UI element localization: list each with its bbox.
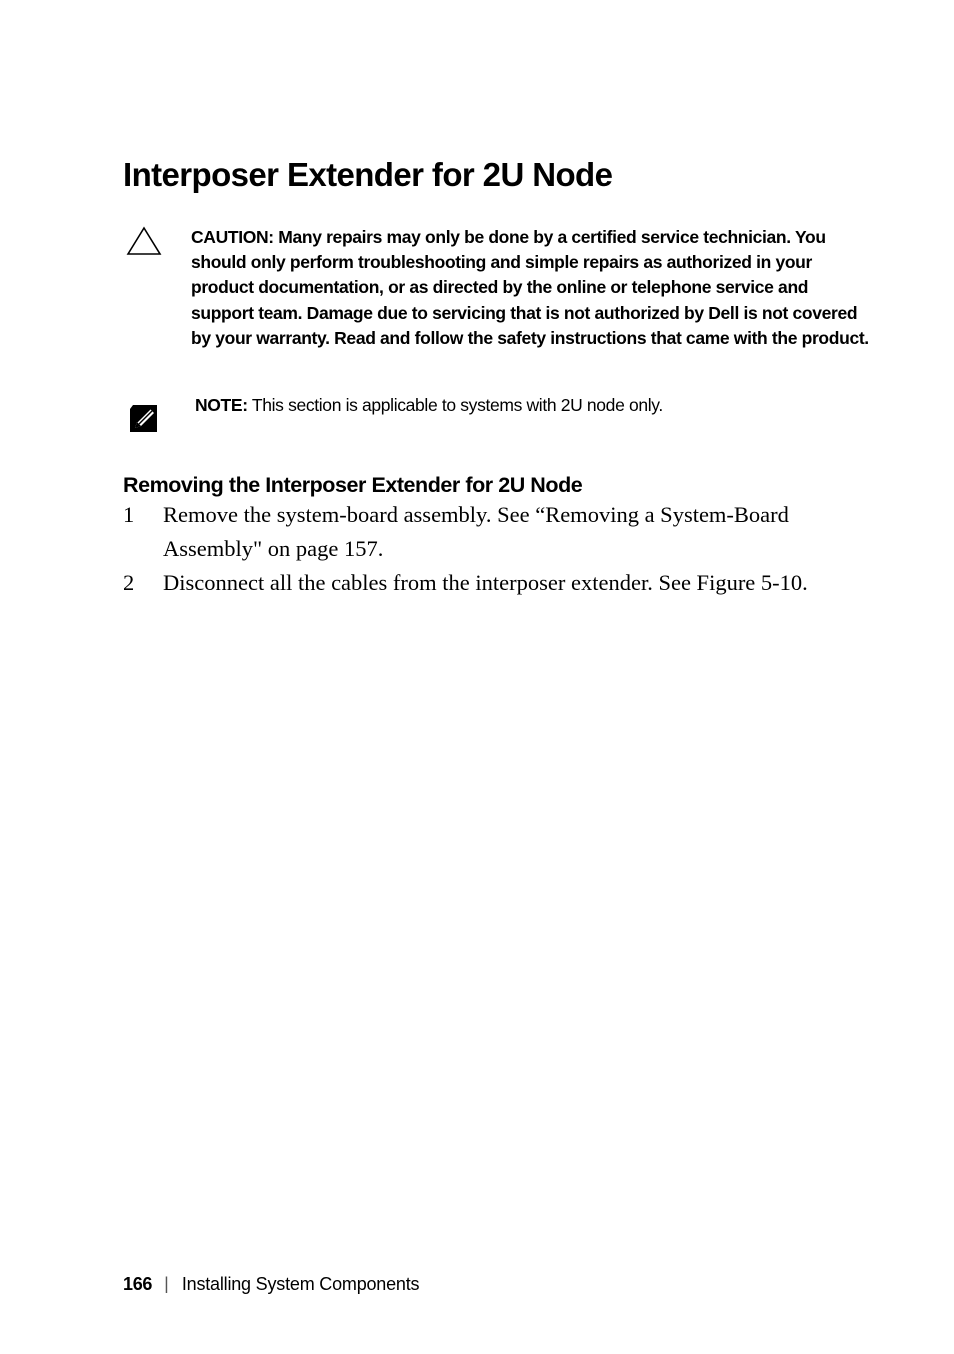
section-heading: Removing the Interposer Extender for 2U Node — [123, 473, 583, 497]
note-text: This section is applicable to systems with 2U node only. — [251, 395, 663, 415]
note-pencil-icon — [129, 403, 161, 434]
footer-chapter-title: Installing System Components — [181, 1274, 420, 1294]
step-text: Disconnect all the cables from the interposer extender. See Figure 5-10. — [163, 570, 808, 595]
caution-triangle-icon — [126, 226, 162, 256]
procedure-steps — [123, 498, 863, 600]
note — [195, 393, 663, 418]
step-number: 2 — [123, 570, 135, 595]
step-number: 1 — [123, 502, 135, 527]
page-footer — [123, 1271, 419, 1297]
page-number: 166 — [123, 1274, 153, 1294]
page-title: Interposer Extender for 2U Node — [123, 156, 613, 193]
step-item — [123, 498, 863, 566]
footer-separator: | — [164, 1274, 169, 1294]
note-label: NOTE: — [195, 395, 248, 415]
step-item — [123, 566, 863, 600]
step-text: Remove the system-board assembly. See “Removing a System-Board Assembly" on page 157. — [163, 502, 789, 561]
caution-text: CAUTION: Many repairs may only be done by a certified service technician. You should only perform troubleshooting and simple repairs as authorized in your product documentation, or as directed by the online or telephone service and support team. Damage due to servicing that is not authorized by Dell is not covered by your warranty. Read and follow the safety instructions that came with the product. — [191, 227, 869, 348]
